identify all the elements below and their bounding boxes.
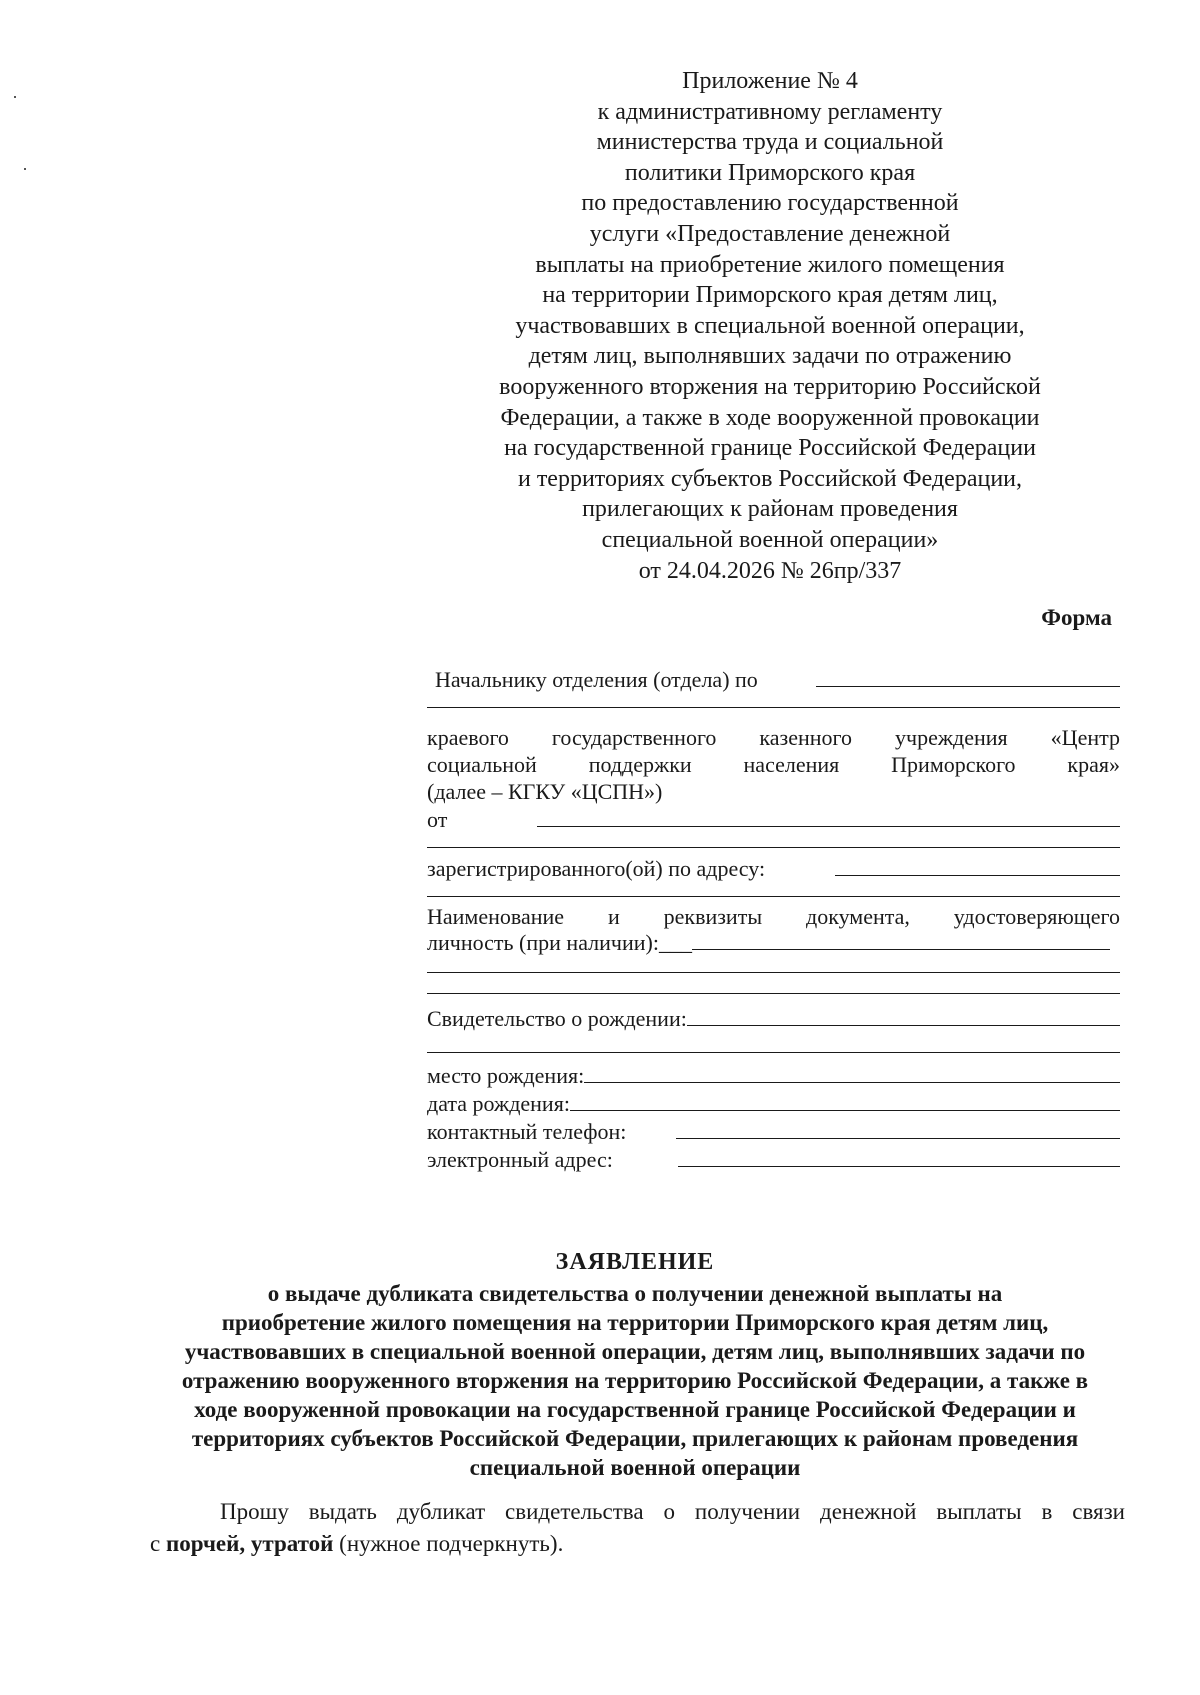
appendix-line: услуги «Предоставление денежной [589,220,951,247]
appendix-line: выплаты на приобретение жилого помещения [535,251,1005,278]
applicant-name-field[interactable] [537,826,1120,827]
statement-subtitle-line: участвовавших в специальной военной операции, детям лиц, выполнявших задачи по [184,1339,1086,1364]
appendix-line: политики Приморского края [624,159,916,186]
appendix-line: Приложение № 4 [682,68,858,94]
appendix-line: вооруженного вторжения на территорию Российской [499,373,1041,400]
birth-date-field[interactable] [570,1110,1120,1111]
phone-field[interactable] [676,1138,1120,1139]
appendix-date-line: от 24.04.2026 № 26пр/337 [638,557,902,584]
statement-subtitle-line: приобретение жилого помещения на территории Приморского края детям лиц, [221,1310,1049,1335]
appendix-line: министерства труда и социальной [596,129,944,156]
id-document-field[interactable] [692,949,1110,950]
request-paragraph [150,1496,1125,1560]
statement-subtitle-line: отражению вооруженного вторжения на территорию Российской Федерации, а также в [181,1368,1089,1393]
phone-label: контактный телефон: [427,1119,627,1144]
appendix-line: на территории Приморского края детям лиц, [542,282,998,309]
institution-line: краевого государственного казенного учреждения «Центр [427,725,1120,750]
appendix-line: и территориях субъектов Российской Федерации, [517,465,1023,492]
request-prefix: с [150,1531,166,1556]
appendix-line: участвовавших в специальной военной операции, [515,312,1025,339]
from-label: от [427,807,448,832]
request-line: Прошу выдать дубликат свидетельства о получении денежной выплаты в связи [220,1499,1125,1524]
email-label: электронный адрес: [427,1147,613,1172]
statement-title [140,1248,1130,1482]
registered-label: зарегистрированного(ой) по адресу: [427,856,766,881]
statement-subtitle-line: ходе вооруженной провокации на государственной границе Российской Федерации и [194,1397,1076,1422]
applicant-name-field-continued[interactable] [427,847,1120,848]
birth-place-field[interactable] [584,1082,1120,1083]
appendix-line: прилегающих к районам проведения [582,496,958,523]
institution-abbrev: (далее – КГКУ «ЦСПН») [427,779,663,804]
scan-artifact [14,96,16,98]
birth-certificate-field-continued[interactable] [427,1052,1120,1053]
appendix-line: на государственной границе Российской Федерации [504,435,1036,462]
id-document-label-2: личность (при наличии):___ [427,930,692,955]
appendix-line: Федерации, а также в ходе вооруженной провокации [500,404,1040,431]
birth-date-label: дата рождения: [427,1091,570,1116]
id-document-field-continued[interactable] [427,993,1120,994]
appendix-header [430,66,1110,586]
appendix-line: к административному регламенту [597,98,943,125]
department-field-continued[interactable] [427,707,1120,708]
request-suffix: (нужное подчеркнуть). [333,1531,564,1556]
birth-certificate-label: Свидетельство о рождении: [427,1006,687,1031]
id-document-label: Наименование и реквизиты документа, удостоверяющего [427,904,1120,929]
institution-line: социальной поддержки населения Приморского края» [427,752,1120,777]
request-line-2 [150,1528,1125,1560]
address-field-continued[interactable] [427,896,1120,897]
form-label: Форма [1041,605,1112,630]
statement-subtitle-line: специальной военной операции [469,1455,801,1480]
birth-certificate-field[interactable] [687,1025,1120,1026]
address-field[interactable] [835,875,1120,876]
statement-subtitle-line: о выдаче дубликата свидетельства о получении денежной выплаты на [267,1281,1003,1306]
department-field[interactable] [816,686,1120,687]
to-head-label: Начальнику отделения (отдела) по [435,667,758,692]
appendix-line: по предоставлению государственной [581,190,959,217]
scan-artifact [24,168,26,170]
request-options[interactable]: порчей, утратой [165,1531,334,1556]
appendix-line: детям лиц, выполнявших задачи по отражению [528,343,1012,370]
statement-subtitle-line: территориях субъектов Российской Федерации, прилегающих к районам проведения [191,1426,1079,1451]
address-block [427,665,1120,1173]
statement-heading: ЗАЯВЛЕНИЕ [555,1249,715,1275]
birth-place-label: место рождения: [427,1063,585,1088]
email-field[interactable] [678,1166,1120,1167]
appendix-line: специальной военной операции» [601,526,939,553]
id-document-field-continued[interactable] [427,972,1120,973]
